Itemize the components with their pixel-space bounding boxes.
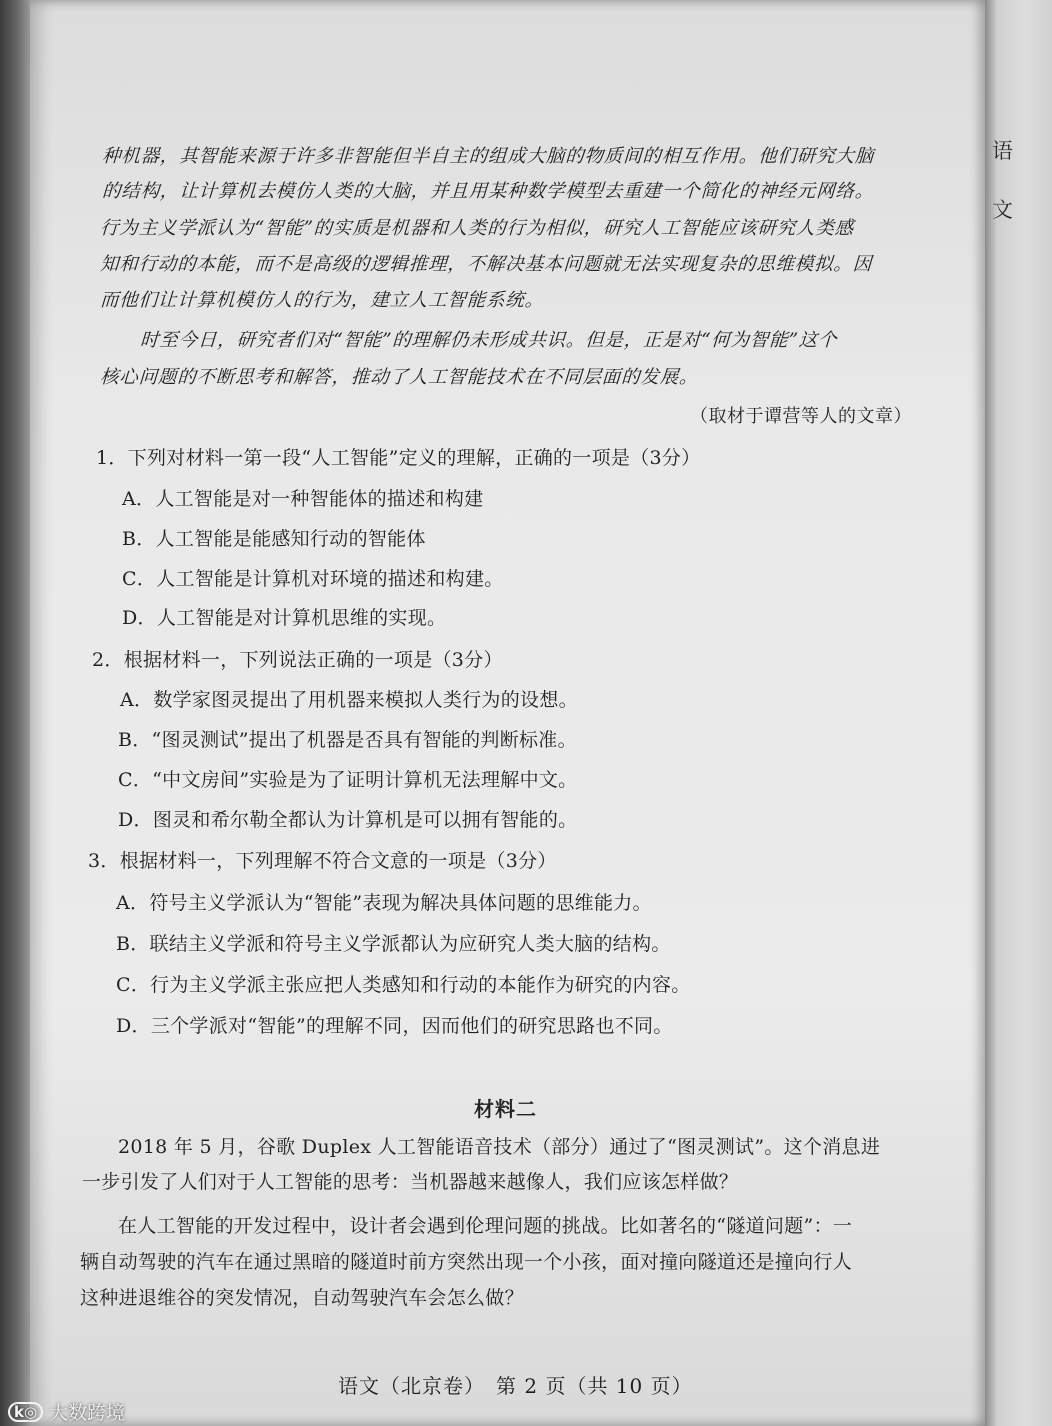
material1-line: 种机器，其智能来源于许多非智能但半自主的组成大脑的物质间的相互作用。他们研究大脑 — [101, 146, 875, 167]
watermark-text: 大数跨境 — [49, 1402, 126, 1424]
question-option: C．人工智能是计算机对环境的描述和构建。 — [122, 568, 504, 590]
section-heading: 材料二 — [474, 1097, 537, 1121]
side-tab-char: 文 — [992, 198, 1013, 222]
question-option: D．三个学派对“智能”的理解不同，因而他们的研究思路也不同。 — [116, 1015, 673, 1037]
question-option: C．“中文房间”实验是为了证明计算机无法理解中文。 — [118, 769, 578, 791]
material2-line: 辆自动驾驶的汽车在通过黑暗的隧道时前方突然出现一个小孩，面对撞向隧道还是撞向行人 — [80, 1251, 853, 1273]
material1-line: 而他们让计算机模仿人的行为，建立人工智能系统。 — [99, 290, 545, 311]
material1-line: 知和行动的本能，而不是高级的逻辑推理，不解决基本问题就无法实现复杂的思维模拟。因 — [99, 254, 873, 275]
question-option: A．符号主义学派认为“智能”表现为解决具体问题的思维能力。 — [116, 892, 652, 914]
watermark — [8, 1398, 125, 1425]
question-option: B．人工智能是能感知行动的智能体 — [122, 528, 426, 550]
question-option: A．人工智能是对一种智能体的描述和构建 — [122, 488, 484, 510]
material2-line: 一步引发了人们对于人工智能的思考：当机器越来越像人，我们应该怎样做？ — [82, 1171, 739, 1193]
material2-line: 这种进退维谷的突发情况，自动驾驶汽车会怎么做？ — [80, 1287, 524, 1309]
question-option: D．人工智能是对计算机思维的实现。 — [122, 607, 447, 629]
material1-line: 核心问题的不断思考和解答，推动了人工智能技术在不同层面的发展。 — [99, 367, 699, 388]
material2-line: 2018 年 5 月，谷歌 Duplex 人工智能语音技术（部分）通过了“图灵测试”。这个消息进 — [118, 1136, 881, 1158]
question-option: B．联结主义学派和符号主义学派都认为应研究人类大脑的结构。 — [116, 933, 671, 955]
side-tab-char: 语 — [992, 139, 1013, 163]
question-stem: 1．下列对材料一第一段“人工智能”定义的理解，正确的一项是（3分） — [96, 447, 701, 469]
question-option: C．行为主义学派主张应把人类感知和行动的本能作为研究的内容。 — [116, 974, 691, 996]
source-citation: （取材于谭营等人的文章） — [690, 406, 912, 427]
question-option: D．图灵和希尔勒全都认为计算机是可以拥有智能的。 — [118, 809, 578, 831]
question-option: B．“图灵测试”提出了机器是否具有智能的判断标准。 — [118, 729, 577, 751]
question-option: A．数学家图灵提出了用机器来模拟人类行为的设想。 — [120, 689, 578, 711]
material2-line: 在人工智能的开发过程中，设计者会遇到伦理问题的挑战。比如著名的“隧道问题”：一 — [118, 1215, 853, 1237]
question-stem: 2．根据材料一，下列说法正确的一项是（3分） — [92, 649, 503, 671]
question-stem: 3．根据材料一，下列理解不符合文意的一项是（3分） — [88, 850, 557, 872]
material1-line: 的结构，让计算机去模仿人类的大脑，并且用某种数学模型去重建一个简化的神经元网络。 — [101, 181, 875, 202]
watermark-logo-icon: k◎ — [8, 1402, 43, 1422]
page-footer: 语文（北京卷） 第 2 页（共 10 页） — [338, 1374, 693, 1398]
material1-line: 时至今日，研究者们对“智能”的理解仍未形成共识。但是，正是对“何为智能”这个 — [139, 330, 838, 351]
material1-line: 行为主义学派认为“智能”的实质是机器和人类的行为相似，研究人工智能应该研究人类感 — [99, 218, 855, 239]
